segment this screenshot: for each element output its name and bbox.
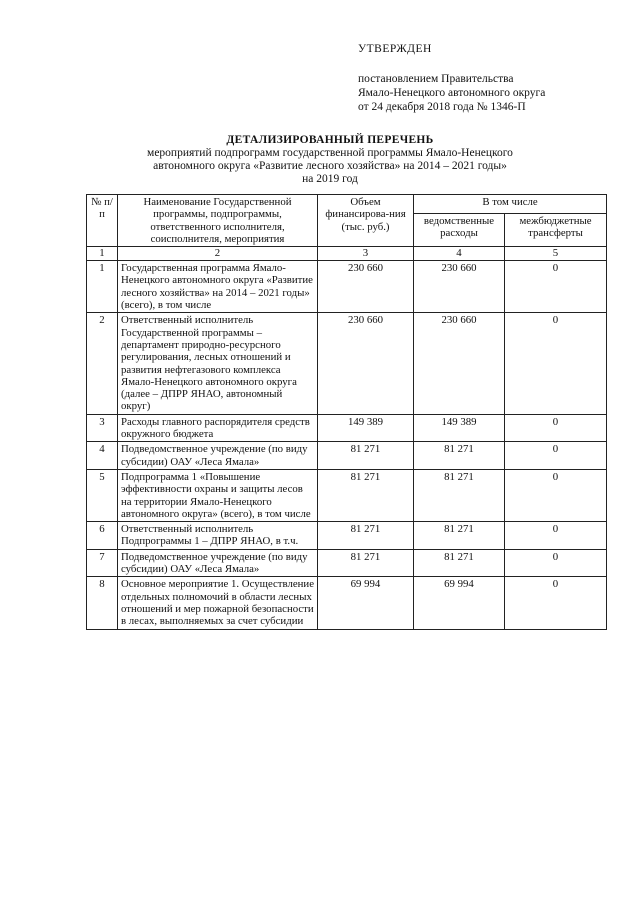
row-departmental: 81 271: [414, 549, 505, 577]
row-departmental: 81 271: [414, 442, 505, 470]
row-departmental: 230 660: [414, 313, 505, 414]
row-departmental: 149 389: [414, 414, 505, 442]
row-transfers: 0: [505, 522, 607, 550]
column-number: 3: [318, 247, 414, 261]
table-row: [87, 313, 607, 414]
row-transfers: 0: [505, 261, 607, 313]
subtitle-line: на 2019 год: [302, 173, 358, 185]
row-name: Ответственный исполнитель Государственной программы – департамент природно-ресурсного регулирования, лесных отношений и развития нефтегазового комплекса Ямало-Ненецкого автономного округа (далее – ДПРР ЯНАО, автономный округ): [118, 313, 318, 414]
row-volume: 81 271: [318, 522, 414, 550]
column-number: 4: [414, 247, 505, 261]
table-row: [87, 442, 607, 470]
row-departmental: 81 271: [414, 522, 505, 550]
row-name: Подведомственное учреждение (по виду субсидии) ОАУ «Леса Ямала»: [118, 549, 318, 577]
table-row: [87, 577, 607, 629]
financing-table: [86, 194, 607, 630]
column-numbers-row: [87, 247, 607, 261]
row-number: 6: [87, 522, 118, 550]
column-number: 5: [505, 247, 607, 261]
approval-line: постановлением Правительства: [358, 73, 514, 85]
row-name: Подведомственное учреждение (по виду субсидии) ОАУ «Леса Ямала»: [118, 442, 318, 470]
approval-block: [358, 42, 545, 114]
header-interbudget: межбюджетные трансферты: [505, 213, 607, 247]
header-num: № п/п: [87, 195, 118, 247]
subtitle-line: автономного округа «Развитие лесного хозяйства» на 2014 – 2021 годы»: [153, 160, 507, 172]
row-volume: 149 389: [318, 414, 414, 442]
row-transfers: 0: [505, 469, 607, 521]
row-departmental: 230 660: [414, 261, 505, 313]
approval-line: Ямало-Ненецкого автономного округа: [358, 87, 546, 99]
approval-heading: УТВЕРЖДЕН: [358, 43, 432, 55]
row-transfers: 0: [505, 414, 607, 442]
row-name: Ответственный исполнитель Подпрограммы 1 – ДПРР ЯНАО, в т.ч.: [118, 522, 318, 550]
row-number: 7: [87, 549, 118, 577]
row-number: 4: [87, 442, 118, 470]
row-volume: 230 660: [318, 261, 414, 313]
table-row: [87, 522, 607, 550]
table-row: [87, 549, 607, 577]
header-name: Наименование Государственной программы, подпрограммы, ответственного исполнителя, соисполнителя, мероприятия: [118, 195, 318, 247]
row-transfers: 0: [505, 549, 607, 577]
header-volume: Объем финансирова-ния (тыс. руб.): [318, 195, 414, 247]
row-number: 1: [87, 261, 118, 313]
row-name: Государственная программа Ямало-Ненецкого автономного округа «Развитие лесного хозяйства» на 2014 – 2021 годы» (всего), в том числе: [118, 261, 318, 313]
row-transfers: 0: [505, 442, 607, 470]
row-number: 2: [87, 313, 118, 414]
row-departmental: 69 994: [414, 577, 505, 629]
header-including: В том числе: [414, 195, 607, 214]
row-volume: 81 271: [318, 469, 414, 521]
row-departmental: 81 271: [414, 469, 505, 521]
table-row: [87, 469, 607, 521]
row-volume: 81 271: [318, 442, 414, 470]
row-number: 5: [87, 469, 118, 521]
document-title: [110, 134, 550, 186]
table-row: [87, 261, 607, 313]
column-number: 1: [87, 247, 118, 261]
row-number: 8: [87, 577, 118, 629]
column-number: 2: [118, 247, 318, 261]
row-volume: 69 994: [318, 577, 414, 629]
row-number: 3: [87, 414, 118, 442]
approval-line: от 24 декабря 2018 года № 1346-П: [358, 101, 526, 113]
row-name: Основное мероприятие 1. Осуществление отдельных полномочий в области лесных отношений и мер пожарной безопасности в лесах, выполняемых за счет субсидии: [118, 577, 318, 629]
subtitle-line: мероприятий подпрограмм государственной программы Ямало-Ненецкого: [147, 147, 513, 159]
row-transfers: 0: [505, 577, 607, 629]
row-name: Подпрограмма 1 «Повышение эффективности охраны и защиты лесов на территории Ямало-Ненецкого автономного округа» (всего), в том числе: [118, 469, 318, 521]
main-title: ДЕТАЛИЗИРОВАННЫЙ ПЕРЕЧЕНЬ: [226, 134, 434, 146]
row-volume: 81 271: [318, 549, 414, 577]
row-transfers: 0: [505, 313, 607, 414]
header-departmental: ведомственные расходы: [414, 213, 505, 247]
table-row: [87, 414, 607, 442]
row-name: Расходы главного распорядителя средств окружного бюджета: [118, 414, 318, 442]
row-volume: 230 660: [318, 313, 414, 414]
